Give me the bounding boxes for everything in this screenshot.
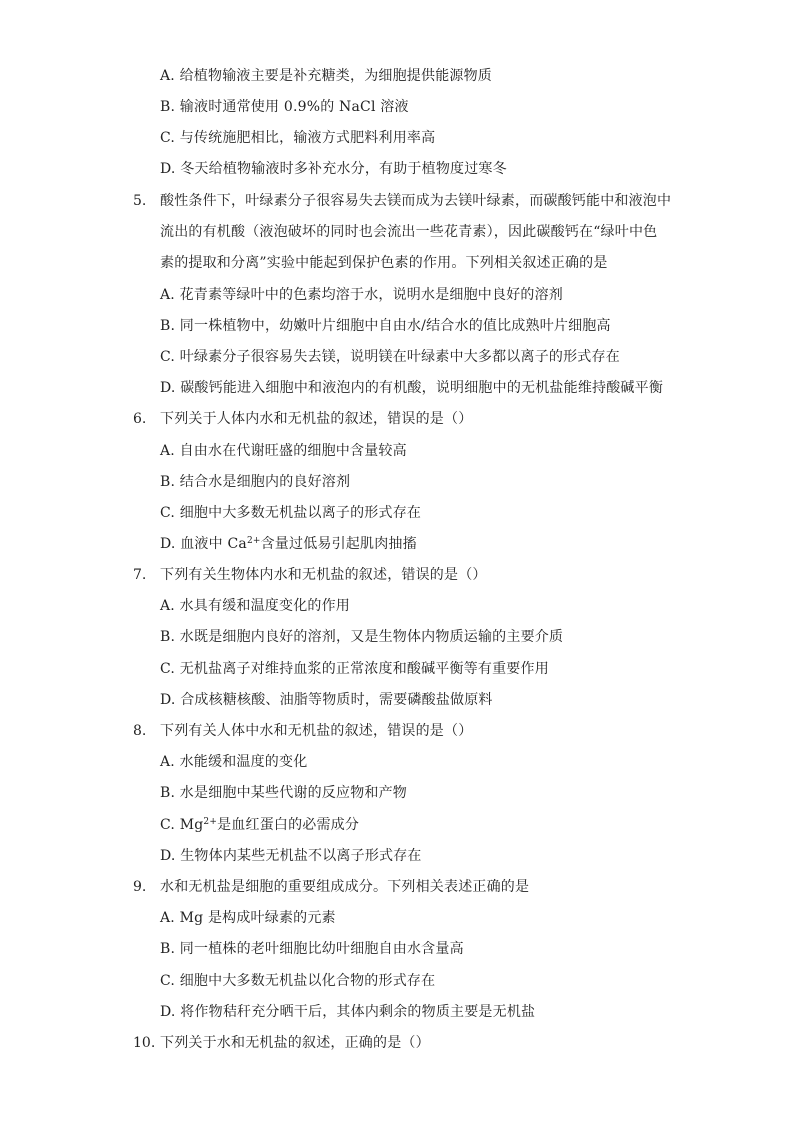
q4-option-c: C. 与传统施肥相比，输液方式肥料利用率高 [160, 130, 436, 146]
q9-option-a: A. Mg 是构成叶绿素的元素 [160, 910, 336, 926]
q7-option-b: B. 水既是细胞内良好的溶剂，又是生物体内物质运输的主要介质 [160, 629, 564, 645]
q7-option-d: D. 合成核糖核酸、油脂等物质时，需要磷酸盐做原料 [160, 692, 493, 708]
q7-option-a: A. 水具有缓和温度变化的作用 [160, 598, 351, 614]
q5-option-a: A. 花青素等绿叶中的色素均溶于水，说明水是细胞中良好的溶剂 [160, 287, 564, 303]
q5-stem-line2: 流出的有机酸（液泡破坏的同时也会流出一些花青素），因此碳酸钙在“绿叶中色 [160, 224, 658, 240]
q6-option-c: C. 细胞中大多数无机盐以离子的形式存在 [160, 505, 422, 521]
q9-option-b: B. 同一植株的老叶细胞比幼叶细胞自由水含量高 [160, 941, 464, 957]
q8-option-a: A. 水能缓和温度的变化 [160, 754, 308, 770]
q5-number: 5. [133, 193, 147, 209]
q8-option-b: B. 水是细胞中某些代谢的反应物和产物 [160, 785, 407, 801]
q5-option-d: D. 碳酸钙能进入细胞中和液泡内的有机酸，说明细胞中的无机盐能维持酸碱平衡 [160, 380, 664, 396]
q7-option-c: C. 无机盐离子对维持血浆的正常浓度和酸碱平衡等有重要作用 [160, 661, 549, 677]
q7-stem: 下列有关生物体内水和无机盐的叙述，错误的是（） [160, 567, 487, 583]
q6-number: 6. [133, 411, 147, 427]
q9-option-d: D. 将作物秸秆充分晒干后，其体内剩余的物质主要是无机盐 [160, 1004, 536, 1020]
q5-option-c: C. 叶绿素分子很容易失去镁，说明镁在叶绿素中大多都以离子的形式存在 [160, 349, 620, 365]
q6-option-d-text-pre: D. 血液中 Ca [160, 536, 247, 552]
q9-stem: 水和无机盐是细胞的重要组成成分。下列相关表述正确的是 [160, 879, 530, 895]
q9-number: 9. [133, 879, 147, 895]
q8-stem: 下列有关人体中水和无机盐的叙述，错误的是（） [160, 723, 473, 739]
q7-number: 7. [133, 567, 147, 583]
q5-option-b: B. 同一株植物中，幼嫩叶片细胞中自由水/结合水的值比成熟叶片细胞高 [160, 318, 611, 334]
q6-option-d-text-post: 含量过低易引起肌肉抽搐 [260, 536, 417, 552]
q8-number: 8. [133, 723, 147, 739]
q8-option-c-text-pre: C. Mg [160, 817, 204, 833]
q4-option-a: A. 给植物输液主要是补充糖类，为细胞提供能源物质 [160, 68, 493, 84]
q8-option-c-text-post: 是血红蛋白的必需成分 [217, 817, 360, 833]
q6-option-a: A. 自由水在代谢旺盛的细胞中含量较高 [160, 443, 407, 459]
q5-stem-line3: 素的提取和分离”实验中能起到保护色素的作用。下列相关叙述正确的是 [160, 255, 608, 271]
q8-option-d: D. 生物体内某些无机盐不以离子形式存在 [160, 848, 422, 864]
q6-option-b: B. 结合水是细胞内的良好溶剂 [160, 474, 351, 490]
q6-option-d [160, 534, 417, 554]
q6-stem: 下列关于人体内水和无机盐的叙述，错误的是（） [160, 411, 473, 427]
q6-option-d-superscript: 2+ [246, 536, 261, 546]
q5-stem-line1: 酸性条件下，叶绿素分子很容易失去镁而成为去镁叶绿素，而碳酸钙能中和液泡中 [160, 193, 672, 209]
q10-number: 10. [133, 1035, 156, 1051]
q8-option-c [160, 815, 359, 835]
q4-option-d: D. 冬天给植物输液时多补充水分，有助于植物度过寒冬 [160, 161, 507, 177]
q4-option-b: B. 输液时通常使用 0.9%的 NaCl 溶液 [160, 99, 409, 115]
q9-option-c: C. 细胞中大多数无机盐以化合物的形式存在 [160, 973, 436, 989]
q10-stem: 下列关于水和无机盐的叙述，正确的是（） [160, 1035, 430, 1051]
q8-option-c-superscript: 2+ [203, 817, 218, 827]
